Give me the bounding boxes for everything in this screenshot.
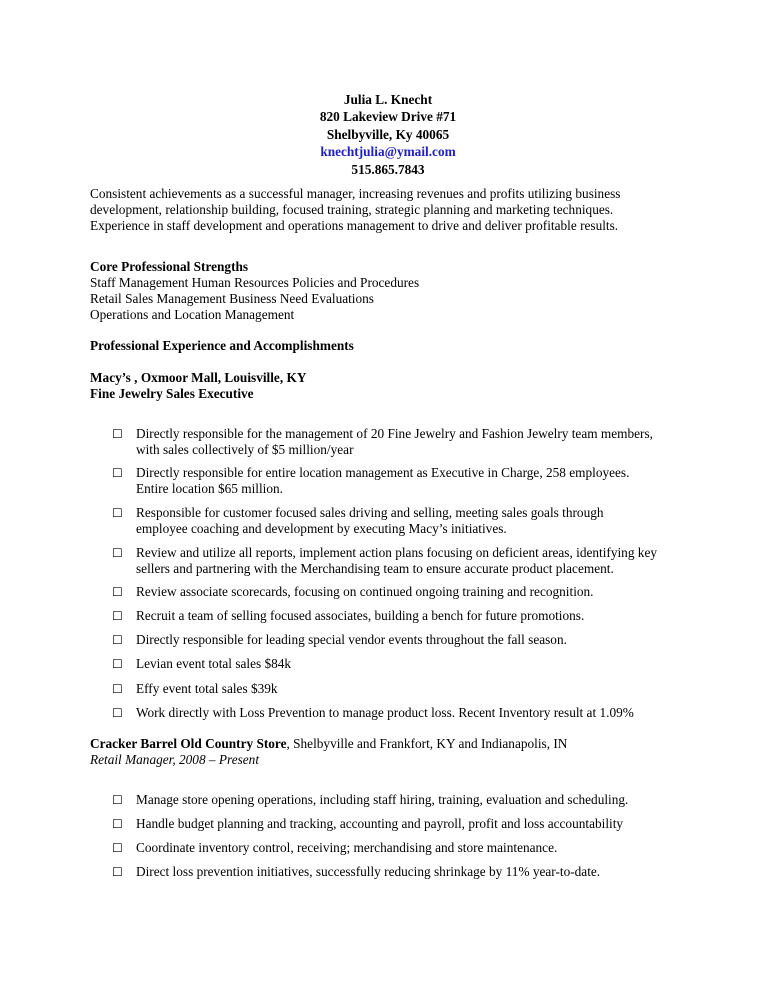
company-line [90,736,690,752]
bullet-text: Levian event total sales $84k [136,656,292,671]
bullet-text: Responsible for customer focused sales driving and selling, meeting sales goals through [136,505,604,520]
summary-line: development, relationship building, focused training, strategic planning and marketing techniques. [90,202,614,217]
contact-header [90,91,690,178]
section-heading: Professional Experience and Accomplishments [90,338,354,353]
checkbox-icon: ☐ [112,793,123,807]
email-link[interactable]: knechtjulia@ymail.com [320,144,456,160]
job-title: Fine Jewelry Sales Executive [90,386,254,401]
company-name: Cracker Barrel Old Country Store [90,736,287,751]
bullet-text: Review associate scorecards, focusing on continued ongoing training and recognition. [136,584,594,599]
summary-paragraph [90,186,690,234]
street-address: 820 Lakeview Drive #71 [319,109,457,125]
applicant-name: Julia L. Knecht [343,92,433,107]
job-cracker-barrel [90,736,690,768]
checkbox-icon: ☐ [112,865,123,879]
bullet-text: Directly responsible for the management of 20 Fine Jewelry and Fashion Jewelry team members, [136,426,653,441]
bullet-text: Effy event total sales $39k [136,681,278,696]
summary-line: Experience in staff development and operations management to drive and deliver profitable results. [90,218,619,233]
city-state-zip: Shelbyville, Ky 40065 [326,126,450,142]
bullet-text: Directly responsible for leading special vendor events throughout the fall season. [136,632,567,647]
bullet-text: Work directly with Loss Prevention to manage product loss. Recent Inventory result at 1.09% [136,705,634,720]
bullet-text: Coordinate inventory control, receiving; merchandising and store maintenance. [136,840,558,855]
checkbox-icon: ☐ [112,609,123,623]
bullet-text: with sales collectively of $5 million/year [136,442,354,457]
company-name: Macy’s , Oxmoor Mall, Louisville, KY [90,370,307,385]
checkbox-icon: ☐ [112,427,123,441]
bullet-text: employee coaching and development by executing Macy’s initiatives. [136,521,507,536]
checkbox-icon: ☐ [112,506,123,520]
phone-number: 515.865.7843 [351,161,425,177]
strength-line: Retail Sales Management Business Need Evaluations [90,291,374,306]
company-location: , Shelbyville and Frankfort, KY and Indianapolis, IN [286,736,568,751]
checkbox-icon: ☐ [112,682,123,696]
bullet-text: sellers and partnering with the Merchandising team to ensure accurate product placement. [136,561,614,576]
bullet-text: Entire location $65 million. [136,481,283,496]
checkbox-icon: ☐ [112,466,123,480]
job-macys [90,370,690,402]
bullet-text: Direct loss prevention initiatives, successfully reducing shrinkage by 11% year-to-date. [136,864,601,879]
bullet-text: Manage store opening operations, including staff hiring, training, evaluation and scheduling. [136,792,629,807]
checkbox-icon: ☐ [112,817,123,831]
checkbox-icon: ☐ [112,841,123,855]
bullet-text: Review and utilize all reports, implement action plans focusing on deficient areas, identifying key [136,545,658,560]
checkbox-icon: ☐ [112,706,123,720]
section-heading: Core Professional Strengths [90,259,249,274]
summary-line: Consistent achievements as a successful manager, increasing revenues and profits utilizing business [90,186,621,201]
checkbox-icon: ☐ [112,633,123,647]
checkbox-icon: ☐ [112,546,123,560]
strength-line: Staff Management Human Resources Policies and Procedures [90,275,420,290]
checkbox-icon: ☐ [112,657,123,671]
strength-line: Operations and Location Management [90,307,295,322]
bullet-text: Directly responsible for entire location management as Executive in Charge, 258 employees. [136,465,630,480]
job-title: Retail Manager, 2008 – Present [90,752,260,767]
bullet-text: Recruit a team of selling focused associates, building a bench for future promotions. [136,608,585,623]
checkbox-icon: ☐ [112,585,123,599]
bullet-text: Handle budget planning and tracking, accounting and payroll, profit and loss accountability [136,816,624,831]
core-strengths-section [90,259,690,323]
